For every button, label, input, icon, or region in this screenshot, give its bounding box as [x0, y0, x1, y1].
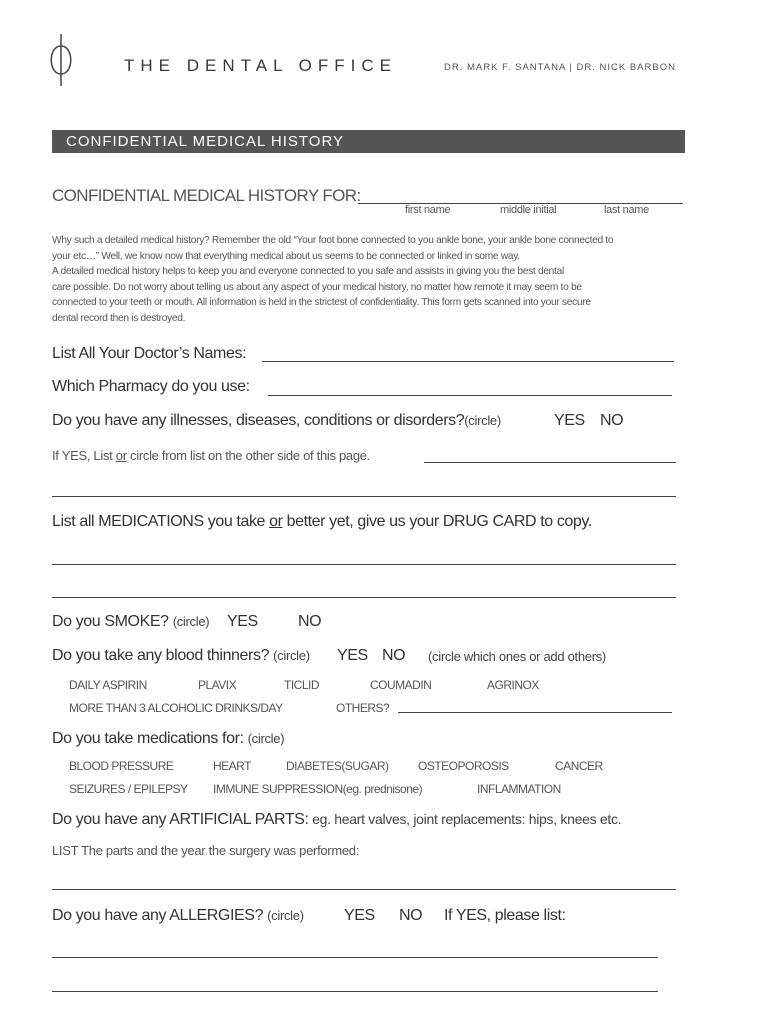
- circle-note: (circle): [273, 648, 310, 663]
- option-plavix[interactable]: PLAVIX: [198, 678, 237, 692]
- if-yes-suffix: circle from list on the other side of this page.: [126, 448, 371, 463]
- medications-field-1[interactable]: [52, 564, 676, 565]
- allergies-field-1[interactable]: [52, 957, 658, 958]
- thinners-yes[interactable]: YES: [337, 647, 368, 664]
- smoke-no[interactable]: NO: [298, 613, 322, 630]
- allergies-question: [52, 907, 304, 925]
- artificial-question: [52, 811, 621, 829]
- allergies-list-label: If YES, please list:: [444, 907, 566, 924]
- illness-text: Do you have any illnesses, diseases, conditions or disorders?: [52, 412, 465, 429]
- circle-note: (circle): [247, 731, 285, 746]
- illness-yes[interactable]: YES: [554, 412, 585, 429]
- thinners-note: (circle which ones or add others): [428, 649, 606, 664]
- dental-office-logo: [44, 34, 78, 86]
- if-yes-list: [52, 448, 370, 463]
- allergies-text: Do you have any ALLERGIES?: [52, 907, 264, 924]
- option-diabetes[interactable]: DIABETES(SUGAR): [286, 759, 389, 773]
- meds-for-question: [52, 730, 284, 748]
- circle-note: (circle): [172, 614, 210, 629]
- circle-note: (circle): [267, 908, 304, 923]
- medications-field-2[interactable]: [52, 597, 676, 598]
- middle-initial-caption: middle initial: [500, 204, 557, 216]
- artificial-field[interactable]: [52, 889, 676, 890]
- paragraph-line: care possible. Do not worry about telling us about any aspect of your medical history, no matter how remote it may seem to be: [52, 281, 582, 293]
- thinners-question: [52, 647, 310, 665]
- illness-list-field[interactable]: [424, 462, 676, 463]
- option-alcohol[interactable]: MORE THAN 3 ALCOHOLIC DRINKS/DAY: [69, 701, 283, 715]
- option-immune-suppression[interactable]: IMMUNE SUPPRESSION(eg. prednisone): [213, 782, 423, 796]
- illness-list-field-2[interactable]: [52, 496, 676, 497]
- option-ticlid[interactable]: TICLID: [284, 678, 320, 692]
- illness-no[interactable]: NO: [600, 412, 624, 429]
- allergies-yes[interactable]: YES: [344, 907, 375, 924]
- option-others: OTHERS?: [336, 701, 390, 715]
- pharmacy-field[interactable]: [268, 395, 672, 396]
- allergies-field-2[interactable]: [52, 991, 658, 992]
- paragraph-line: dental record then is destroyed.: [52, 312, 186, 324]
- smoke-question: [52, 613, 209, 631]
- or-underlined: or: [269, 513, 283, 530]
- paragraph-line: your etc…” Well, we know now that everything medical about us seems to be connected or linked in some way.: [52, 250, 520, 262]
- doctor-names: DR. MARK F. SANTANA | DR. NICK BARBON: [444, 62, 676, 73]
- meds-for-text: Do you take medications for:: [52, 730, 244, 747]
- thinners-no[interactable]: NO: [382, 647, 406, 664]
- office-name: THE DENTAL OFFICE: [124, 56, 397, 75]
- artificial-example: eg. heart valves, joint replacements: hips, knees etc.: [308, 811, 622, 827]
- option-seizures[interactable]: SEIZURES / EPILEPSY: [69, 782, 188, 796]
- others-field[interactable]: [398, 712, 672, 713]
- intro-paragraph: [52, 233, 692, 326]
- option-heart[interactable]: HEART: [213, 759, 251, 773]
- history-for-label: CONFIDENTIAL MEDICAL HISTORY FOR:: [52, 186, 361, 205]
- meds-prefix: List all MEDICATIONS you take: [52, 513, 270, 530]
- medications-question: [52, 513, 592, 531]
- thinners-text: Do you take any blood thinners?: [52, 647, 270, 664]
- first-name-caption: first name: [405, 204, 451, 216]
- smoke-yes[interactable]: YES: [227, 613, 258, 630]
- paragraph-line: A detailed medical history helps to keep you and everyone connected to you safe and assists in giving you the best dental: [52, 266, 564, 277]
- circle-note: (circle): [464, 413, 501, 428]
- option-inflammation[interactable]: INFLAMMATION: [477, 782, 561, 796]
- option-osteoporosis[interactable]: OSTEOPOROSIS: [418, 759, 509, 773]
- paragraph-line: Why such a detailed medical history? Remember the old “Your foot bone connected to you ankle bone, your ankle bone connected to: [52, 235, 614, 246]
- illness-question: [52, 412, 501, 430]
- artificial-text: Do you have any ARTIFICIAL PARTS:: [52, 811, 309, 828]
- option-daily-aspirin[interactable]: DAILY ASPIRIN: [69, 678, 147, 692]
- paragraph-line: connected to your teeth or mouth. All information is held in the strictest of confidentiality. This form gets scanned into your secure: [52, 297, 591, 308]
- option-blood-pressure[interactable]: BLOOD PRESSURE: [69, 759, 174, 773]
- section-banner: [52, 130, 685, 153]
- if-yes-prefix: If YES, List: [52, 448, 116, 463]
- doctors-question: List All Your Doctor’s Names:: [52, 345, 247, 362]
- doctors-field[interactable]: [262, 361, 674, 362]
- option-coumadin[interactable]: COUMADIN: [370, 678, 432, 692]
- artificial-list-label: LIST The parts and the year the surgery was performed:: [52, 843, 360, 858]
- or-underlined: or: [115, 448, 127, 463]
- last-name-caption: last name: [604, 204, 649, 216]
- option-cancer[interactable]: CANCER: [555, 759, 603, 773]
- banner-title: CONFIDENTIAL MEDICAL HISTORY: [66, 133, 345, 150]
- allergies-no[interactable]: NO: [399, 907, 423, 924]
- smoke-text: Do you SMOKE?: [52, 613, 169, 630]
- pharmacy-question: Which Pharmacy do you use:: [52, 378, 250, 395]
- meds-suffix: better yet, give us your DRUG CARD to copy.: [282, 513, 592, 530]
- option-agrinox[interactable]: AGRINOX: [487, 678, 539, 692]
